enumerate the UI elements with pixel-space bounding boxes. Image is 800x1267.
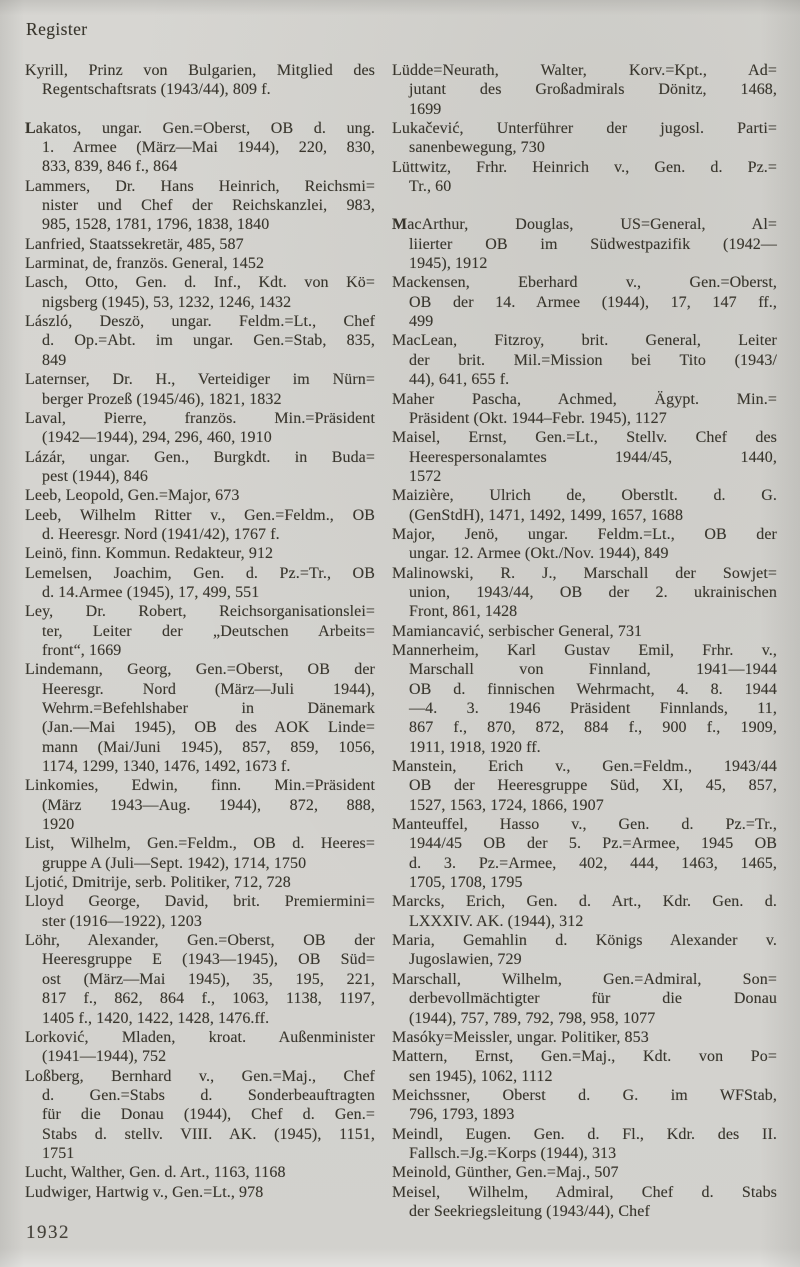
index-entry-line: Lüdde=Neurath, Walter, Korv.=Kpt., Ad=: [392, 62, 777, 79]
index-entry-line: Marcks, Erich, Gen. d. Art., Kdr. Gen. d.: [392, 893, 777, 911]
index-entry-line: Mattern, Ernst, Gen.=Maj., Kdt. von Po=: [392, 1048, 777, 1066]
index-entry-line: Manteuffel, Hasso v., Gen. d. Pz.=Tr.,: [392, 816, 777, 834]
index-entry: [392, 486, 777, 525]
index-entry-line: MacLean, Fitzroy, brit. General, Leiter: [392, 332, 777, 350]
index-entry-line: Maisel, Ernst, Gen.=Lt., Stellv. Chef des: [392, 429, 777, 447]
page-number: 1932: [26, 1222, 70, 1243]
index-entry-line: Löhr, Alexander, Gen.=Oberst, OB der: [25, 932, 375, 950]
index-entry: [25, 892, 375, 931]
index-entry-line: (GenStdH), 1471, 1492, 1499, 1657, 1688: [409, 506, 684, 524]
index-entry-line: Lucht, Walther, Gen. d. Art., 1163, 1168: [25, 1164, 286, 1182]
index-column-left: [25, 61, 375, 1202]
index-entry-line: Mannerheim, Karl Gustav Emil, Frhr. v.,: [392, 641, 777, 659]
index-entry-line: Präsident (Okt. 1944–Febr. 1945), 1127: [409, 409, 667, 427]
index-entry-line: Masóky=Meissler, ungar. Politiker, 853: [392, 1028, 649, 1046]
index-entry-line: 849: [42, 351, 67, 369]
index-entry-line: Heerespersonalamtes 1944/45, 1440,: [409, 448, 777, 466]
index-entry-line: Major, Jenö, ungar. Feldm.=Lt., OB der: [392, 525, 777, 543]
index-entry-line: Maizière, Ulrich de, Oberstlt. d. G.: [392, 487, 777, 505]
index-entry: [25, 1067, 375, 1164]
index-entry-line: Meinold, Günther, Gen.=Maj., 507: [392, 1164, 619, 1182]
index-entry-line: 1527, 1563, 1724, 1866, 1907: [409, 796, 604, 814]
index-entry-line: d. 14.Armee (1945), 17, 499, 551: [42, 583, 260, 601]
index-entry-line: d. 3. Pz.=Armee, 402, 444, 1463, 1465,: [409, 854, 777, 872]
index-entry-line: Heeresgruppe E (1943—1945), OB Süd=: [42, 951, 375, 969]
index-entry: [25, 776, 375, 834]
index-entry-line: 833, 839, 846 f., 864: [42, 158, 178, 176]
index-entry-line: 1572: [409, 467, 442, 485]
index-entry: [392, 622, 777, 641]
index-entry-line: mann (Mai/Juni 1945), 857, 859, 1056,: [42, 738, 375, 756]
index-entry-line: Marschall, Wilhelm, Gen.=Admiral, Son=: [392, 970, 777, 988]
index-entry-line: sanenbewegung, 730: [409, 139, 545, 157]
index-entry-line: Mackensen, Eberhard v., Gen.=Oberst,: [392, 274, 777, 292]
index-entry-line: Loßberg, Bernhard v., Gen.=Maj., Chef: [25, 1067, 375, 1085]
index-entry: [25, 564, 375, 603]
index-entry-line: László, Deszö, ungar. Feldm.=Lt., Chef: [25, 313, 375, 331]
index-entry-line: Maria, Gemahlin d. Königs Alexander v.: [392, 932, 777, 950]
index-entry-line: Stabs d. stellv. VIII. AK. (1945), 1151,: [42, 1125, 375, 1143]
index-entry-line: Tr., 60: [409, 178, 452, 196]
index-entry: [392, 815, 777, 892]
index-entry-line: Lasch, Otto, Gen. d. Inf., Kdt. von Kö=: [25, 274, 375, 292]
index-entry-line: (1944), 757, 789, 792, 798, 958, 1077: [409, 1009, 656, 1027]
index-entry-line: nister und Chef der Reichskanzlei, 983,: [42, 197, 375, 215]
section-initial-letter: L: [25, 119, 36, 137]
index-entry-line: 44), 641, 655 f.: [409, 371, 510, 389]
index-entry-line: der brit. Mil.=Mission bei Tito (1943/: [409, 351, 777, 369]
index-entry: [25, 409, 375, 448]
index-entry: [25, 506, 375, 545]
index-entry-line: Mamiancavić, serbischer General, 731: [392, 622, 643, 640]
index-entry: [25, 873, 375, 892]
index-entry: [25, 370, 375, 409]
index-entry-line: Meichssner, Oberst d. G. im WFStab,: [392, 1086, 777, 1104]
index-entry: [25, 602, 375, 660]
index-entry-line: Lüttwitz, Frhr. Heinrich v., Gen. d. Pz.=: [392, 158, 777, 176]
index-entry-line: 985, 1528, 1781, 1796, 1838, 1840: [42, 216, 270, 234]
index-entry: [392, 1183, 777, 1222]
index-entry-line: 1705, 1708, 1795: [409, 874, 523, 892]
index-entry-line: Leinö, finn. Kommun. Redakteur, 912: [25, 545, 274, 563]
index-entry-line: 1751: [42, 1144, 75, 1162]
index-entry-line: 499: [409, 313, 434, 331]
index-entry: [392, 61, 777, 119]
index-entry-line: für die Donau (1944), Chef d. Gen.=: [42, 1106, 375, 1124]
index-entry-line: Jugoslawien, 729: [409, 951, 522, 969]
index-entry-line: Laternser, Dr. H., Verteidiger im Nürn=: [25, 371, 375, 389]
index-entry: [25, 235, 375, 254]
index-entry: [392, 119, 777, 158]
index-entry: [25, 1183, 375, 1202]
index-entry-line: Larminat, de, französ. General, 1452: [25, 255, 265, 273]
index-entry: [392, 970, 777, 1028]
section-initial-letter: M: [392, 216, 408, 234]
index-entry-line: LXXXIV. AK. (1944), 312: [409, 912, 584, 930]
index-entry-line: Lanfried, Staatssekretär, 485, 587: [25, 235, 244, 253]
index-entry-line: 867 f., 870, 872, 884 f., 900 f., 1909,: [409, 719, 777, 737]
index-entry: [392, 525, 777, 564]
index-entry-line: (1941—1944), 752: [42, 1048, 167, 1066]
index-entry-line: gruppe A (Juli—Sept. 1942), 1714, 1750: [42, 854, 307, 872]
index-entry-line: Heeresgr. Nord (März—Juli 1944),: [42, 680, 375, 698]
index-entry: [25, 1163, 375, 1182]
index-entry: [25, 312, 375, 370]
index-entry-line: (1942—1944), 294, 296, 460, 1910: [42, 429, 272, 447]
index-entry-line: ster (1916—1922), 1203: [42, 912, 202, 930]
index-entry-line: Maher Pascha, Achmed, Ägypt. Min.=: [392, 390, 777, 408]
index-entry: [25, 834, 375, 873]
index-entry-line: MacArthur, Douglas, US=General, Al=: [392, 216, 777, 234]
index-entry-line: Lloyd George, David, brit. Premiermini=: [25, 893, 375, 911]
index-entry-line: derbevollmächtigter für die Donau: [409, 990, 777, 1008]
index-entry-line: 1920: [42, 816, 75, 834]
index-entry: [25, 544, 375, 563]
index-entry-line: 796, 1793, 1893: [409, 1106, 515, 1124]
index-entry-line: nigsberg (1945), 53, 1232, 1246, 1432: [42, 293, 292, 311]
index-entry: [392, 892, 777, 931]
index-entry-line: ter, Leiter der „Deutschen Arbeits=: [42, 622, 375, 640]
index-entry-line: d. Heeresgr. Nord (1941/42), 1767 f.: [42, 525, 280, 543]
index-entry-line: 817 f., 862, 864 f., 1063, 1138, 1197,: [42, 990, 375, 1008]
index-entry-line: 1405 f., 1420, 1422, 1428, 1476.ff.: [42, 1009, 270, 1027]
index-entry-line: ungar. 12. Armee (Okt./Nov. 1944), 849: [409, 545, 669, 563]
index-entry-line: d. Op.=Abt. im ungar. Gen.=Stab, 835,: [42, 332, 375, 350]
index-entry: [25, 119, 375, 177]
index-entry-line: Lorković, Mladen, kroat. Außenminister: [25, 1028, 375, 1046]
index-entry-line: berger Prozeß (1945/46), 1821, 1832: [42, 390, 282, 408]
index-entry-line: Ljotić, Dmitrije, serb. Politiker, 712, 728: [25, 874, 291, 892]
index-entry: [392, 1047, 777, 1086]
index-entry: [392, 1125, 777, 1164]
index-entry-line: pest (1944), 846: [42, 467, 149, 485]
index-entry: [392, 273, 777, 331]
index-entry-line: der Seekriegsleitung (1943/44), Chef: [409, 1202, 650, 1220]
index-entry-line: liierter OB im Südwestpazifik (1942—: [409, 235, 777, 253]
index-entry-line: Lammers, Dr. Hans Heinrich, Reichsmi=: [25, 177, 375, 195]
index-entry: [392, 1163, 777, 1182]
index-entry-line: Lázár, ungar. Gen., Burgkdt. in Buda=: [25, 448, 375, 466]
index-entry: [392, 641, 777, 757]
index-entry-line: Malinowski, R. J., Marschall der Sowjet=: [392, 564, 777, 582]
index-entry-line: 1945), 1912: [409, 255, 488, 273]
index-entry-line: Meindl, Eugen. Gen. d. Fl., Kdr. des II.: [392, 1125, 777, 1143]
index-entry-line: Lemelsen, Joachim, Gen. d. Pz.=Tr., OB: [25, 564, 375, 582]
index-entry-line: Meisel, Wilhelm, Admiral, Chef d. Stabs: [392, 1183, 777, 1201]
index-entry-line: sen 1945), 1062, 1112: [409, 1067, 553, 1085]
index-entry: [25, 448, 375, 487]
index-entry-line: 1699: [409, 100, 442, 118]
index-entry-line: OB d. finnischen Wehrmacht, 4. 8. 1944: [409, 680, 777, 698]
running-header: Register: [26, 19, 88, 39]
index-entry: [25, 931, 375, 1028]
index-entry-line: Lakatos, ungar. Gen.=Oberst, OB d. ung.: [25, 119, 375, 137]
index-entry-line: Regentschaftsrats (1943/44), 809 f.: [42, 81, 271, 99]
index-column-right: [392, 61, 777, 1221]
index-entry-line: (Jan.—Mai 1945), OB des AOK Linde=: [42, 719, 375, 737]
index-entry-line: OB der Heeresgruppe Süd, XI, 45, 857,: [409, 777, 777, 795]
index-entry-line: Leeb, Wilhelm Ritter v., Gen.=Feldm., OB: [25, 506, 375, 524]
index-entry-line: Kyrill, Prinz von Bulgarien, Mitglied des: [25, 62, 375, 79]
index-entry-line: 1174, 1299, 1340, 1476, 1492, 1673 f.: [42, 758, 291, 776]
index-entry-line: Fallsch.=Jg.=Korps (1944), 313: [409, 1144, 617, 1162]
index-entry: [25, 254, 375, 273]
index-entry: [392, 1028, 777, 1047]
index-entry-line: Front, 861, 1428: [409, 603, 518, 621]
index-entry: [392, 931, 777, 970]
index-entry: [25, 660, 375, 776]
index-entry: [25, 486, 375, 505]
index-entry-line: front“, 1669: [42, 641, 122, 659]
index-entry-line: Linkomies, Edwin, finn. Min.=Präsident: [25, 777, 375, 795]
index-entry-line: ost (März—Mai 1945), 35, 195, 221,: [42, 970, 375, 988]
index-entry: [392, 331, 777, 389]
index-entry-line: Lindemann, Georg, Gen.=Oberst, OB der: [25, 661, 375, 679]
index-entry-line: Leeb, Leopold, Gen.=Major, 673: [25, 487, 240, 505]
index-entry-line: Manstein, Erich v., Gen.=Feldm., 1943/44: [392, 758, 777, 776]
index-entry: [392, 757, 777, 815]
index-entry-line: Lukačević, Unterführer der jugosl. Parti=: [392, 120, 777, 138]
index-entry: [392, 428, 777, 486]
index-entry-line: Wehrm.=Befehlshaber in Dänemark: [42, 700, 375, 717]
index-entry: [392, 215, 777, 273]
index-entry-line: List, Wilhelm, Gen.=Feldm., OB d. Heeres=: [25, 835, 375, 853]
index-entry-line: Ludwiger, Hartwig v., Gen.=Lt., 978: [25, 1183, 264, 1201]
index-entry-line: Laval, Pierre, französ. Min.=Präsident: [25, 409, 375, 427]
index-entry: [25, 273, 375, 312]
index-entry: [25, 1028, 375, 1067]
index-entry: [392, 158, 777, 197]
index-entry: [392, 564, 777, 622]
index-entry-line: jutant des Großadmirals Dönitz, 1468,: [409, 81, 777, 99]
index-entry-line: d. Gen.=Stabs d. Sonderbeauftragten: [42, 1086, 375, 1104]
index-entry: [25, 61, 375, 100]
index-entry: [392, 390, 777, 429]
index-entry: [25, 177, 375, 235]
index-entry-line: union, 1943/44, OB der 2. ukrainischen: [409, 583, 777, 601]
index-entry-line: Ley, Dr. Robert, Reichsorganisationslei=: [25, 603, 375, 621]
index-entry-line: (März 1943—Aug. 1944), 872, 888,: [42, 796, 375, 814]
index-entry-line: OB der 14. Armee (1944), 17, 147 ff.,: [409, 293, 777, 311]
index-entry-line: 1944/45 OB der 5. Pz.=Armee, 1945 OB: [409, 835, 777, 853]
index-entry-line: 1. Armee (März—Mai 1944), 220, 830,: [42, 139, 375, 157]
index-entry-line: Marschall von Finnland, 1941—1944: [409, 661, 777, 679]
index-entry-line: —4. 3. 1946 Präsident Finnlands, 11,: [409, 700, 777, 717]
index-entry: [392, 1086, 777, 1125]
index-entry-line: 1911, 1918, 1920 ff.: [409, 738, 541, 756]
